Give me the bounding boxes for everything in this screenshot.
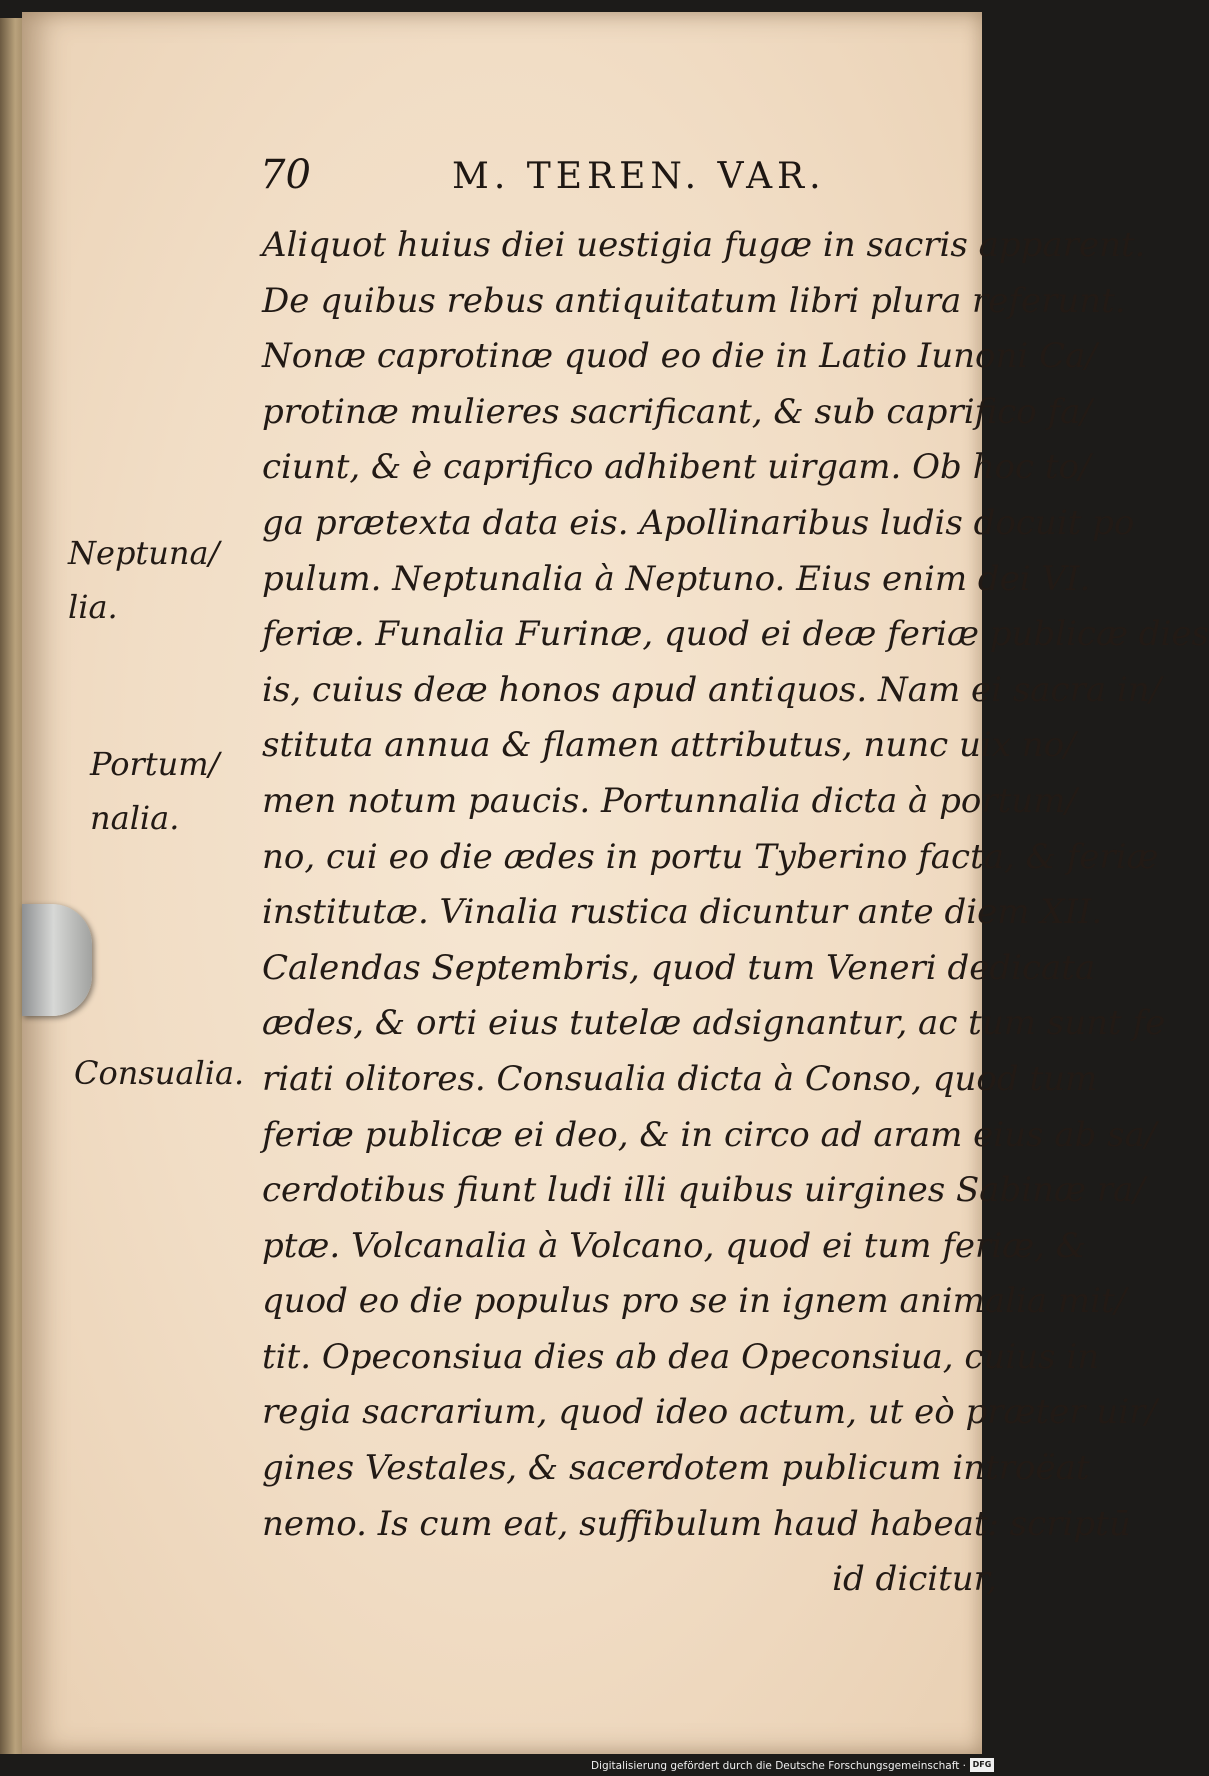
sidenote-portumnalia: [90, 737, 219, 845]
text-line: riati olitores. Consualia dicta à Conso, quod tum: [262, 1058, 1098, 1099]
sidenote-neptunalia: [68, 526, 219, 634]
text-line: regia sacrarium, quod ideo actum, ut eò præter uir/: [262, 1392, 1157, 1433]
text-line: protinæ mulieres sacrificant, & sub caprifico fa/: [262, 391, 1092, 432]
text-line: no, cui eo die ædes in portu Tyberino facta, & feriæ: [262, 836, 1159, 877]
footer-bar: [0, 1754, 1000, 1776]
sidenote-line: nalia.: [90, 799, 180, 837]
text-line: men notum paucis. Portunnalia dicta à portum/: [262, 780, 1077, 821]
funding-credit: Digitalisierung gefördert durch die Deutsche Forschungsgemeinschaft ·: [590, 1760, 966, 1772]
catchword: id dicitur,: [832, 1559, 997, 1600]
sidenote-consualia: [74, 1046, 244, 1100]
text-line: feriæ publicæ ei deo, & in circo ad aram eius ab sa/: [262, 1114, 1157, 1155]
text-line: Aliquot huius diei uestigia fugæ in sacris apparent.: [262, 225, 1146, 265]
text-line: nemo. Is cum eat, suffibulum haud habeat: scriptū: [262, 1503, 1131, 1544]
sidenote-line: Consualia.: [74, 1054, 245, 1092]
text-line: ædes, & orti eius tutelæ adsignantur, ac tum sunt fe: [262, 1003, 1166, 1044]
text-line: ptæ. Volcanalia à Volcano, quod ei tum feriæ, &: [262, 1225, 1087, 1266]
text-line: ciunt, & è caprifico adhibent uirgam. Ob hoc to/: [262, 447, 1091, 488]
text-line: quod eo die populus pro se in ignem animalia mit/: [262, 1281, 1127, 1322]
text-line: Calendas Septembris, quod tum Veneri dedicata: [262, 947, 1096, 988]
main-text: [262, 218, 1209, 1608]
text-line: gines Vestales, & sacerdotem publicum introëat: [262, 1448, 1090, 1489]
text-line: feriæ. Funalia Furinæ, quod ei deæ feriæ publicæ dies: [262, 614, 1209, 655]
text-line: De quibus rebus antiquitatum libri plura referunt.: [262, 280, 1126, 321]
book-clasp: [22, 904, 92, 1016]
sidenote-line: Neptuna/: [68, 534, 220, 572]
text-line: institutæ. Vinalia rustica dicuntur ante diem XII.: [262, 892, 1103, 933]
text-line: stituta annua & flamen attributus, nunc uix no/: [262, 725, 1076, 766]
sidenote-line: lia.: [68, 588, 118, 626]
page-number: 70: [260, 152, 311, 198]
text-line: ga prætexta data eis. Apollinaribus ludis docuit po: [262, 502, 1135, 543]
text-line: tit. Opeconsiua dies ab dea Opeconsiua, cuius in: [262, 1336, 1100, 1377]
header-title: M. TEREN. VAR.: [452, 156, 826, 197]
text-line: is, cuius deæ honos apud antiquos. Nam ei sacra in/: [262, 669, 1162, 710]
text-line: Nonæ caprotinæ quod eo die in Latio Iunoni Ca/: [262, 336, 1097, 377]
sidenote-line: Portum/: [90, 745, 220, 783]
running-head: [252, 144, 892, 204]
dfg-logo: DFG: [970, 1758, 994, 1772]
text-line: pulum. Neptunalia à Neptuno. Eius enim dei VI.: [262, 558, 1091, 599]
book-page: [22, 12, 1209, 1754]
text-line: cerdotibus fiunt ludi illi quibus uirgines Sabinæ ra/: [262, 1170, 1145, 1211]
